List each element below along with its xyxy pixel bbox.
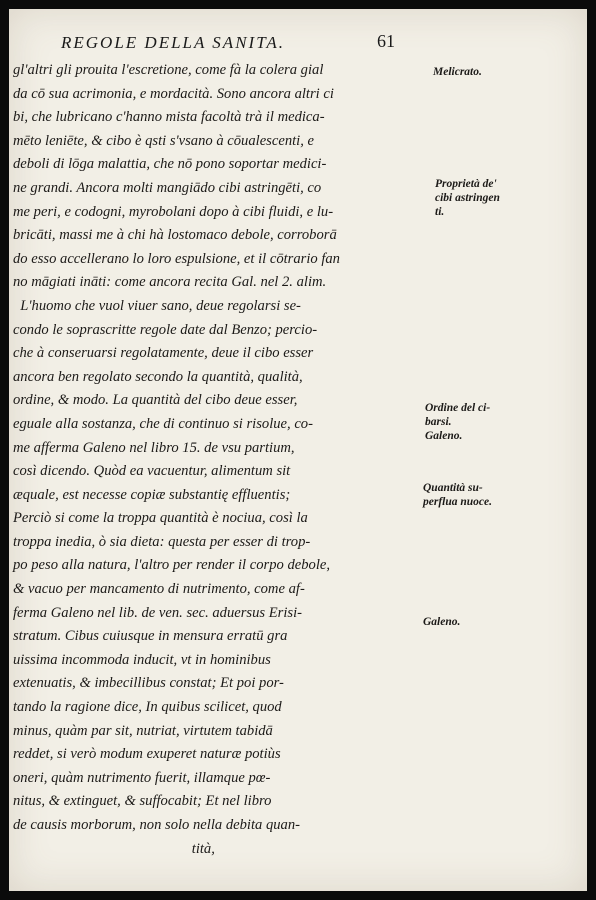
margin-note-ordine <box>425 401 575 443</box>
text-line: oneri, quàm nutrimento fuerit, illamque pœ- <box>13 769 271 786</box>
text-line: bricāti, massi me à chi hà lostomaco debole, corroborā <box>13 227 337 244</box>
margin-note-proprieta <box>435 177 585 219</box>
text-line: ancora ben regolato secondo la quantità, qualità, <box>13 368 303 385</box>
text-line: stratum. Cibus cuiusque in mensura erratū gra <box>13 628 288 645</box>
margin-note-line: Proprietà de' <box>435 178 497 190</box>
text-line: deboli di lōga malattia, che nō pono soportar medici- <box>13 156 327 173</box>
text-line: minus, quàm par sit, nutriat, virtutem tabidā <box>13 722 273 739</box>
margin-note-line: perflua nuoce. <box>423 496 492 508</box>
text-line: & vacuo per mancamento di nutrimento, come af- <box>13 581 305 598</box>
text-line: ferma Galeno nel lib. de ven. sec. aduersus Erisi- <box>13 604 302 621</box>
text-line: nitus, & extinguet, & suffocabit; Et nel libro <box>13 793 272 810</box>
margin-note-line: barsi. <box>425 416 452 428</box>
text-line: L'huomo che vuol viuer sano, deue regolarsi se- <box>13 297 301 314</box>
page-number: 61 <box>377 31 395 51</box>
text-line: gl'altri gli prouita l'escretione, come fà la colera gial <box>13 62 324 78</box>
text-line: Perciò si come la troppa quantità è nociua, così la <box>13 510 308 527</box>
text-line: ne grandi. Ancora molti mangiādo cibi astringēti, co <box>13 179 322 196</box>
text-line: così dicendo. Quòd ea vacuentur, alimentum sit <box>13 463 291 480</box>
text-line: de causis morborum, non solo nella debita quan- <box>13 817 300 833</box>
book-page <box>9 9 587 891</box>
margin-note-line: Ordine del ci- <box>425 402 491 414</box>
text-line: tità, <box>13 840 215 857</box>
margin-note-line: ti. <box>435 206 445 218</box>
text-line: uissima incommoda inducit, vt in hominibus <box>13 651 271 668</box>
text-line: po peso alla natura, l'altro per render il corpo debole, <box>13 557 330 574</box>
text-line: bi, che lubricano c'hanno mista facoltà trà il medica- <box>13 109 325 126</box>
margin-note-line: Galeno. <box>425 430 463 442</box>
margin-note-line: Galeno. <box>423 616 461 628</box>
text-line: da cō sua acrimonia, e mordacità. Sono ancora altri ci <box>13 85 334 102</box>
body-text <box>13 59 433 861</box>
text-line: extenuatis, & imbecillibus constat; Et poi por- <box>13 675 284 692</box>
margin-note-melicrato <box>433 65 583 79</box>
text-line: eguale alla sostanza, che di continuo si risolue, co- <box>13 415 313 432</box>
margin-note-line: cibi astringen <box>435 192 500 204</box>
text-line: ordine, & modo. La quantità del cibo deue esser, <box>13 392 298 409</box>
text-line: che à conseruarsi regolatamente, deue il cibo esser <box>13 345 314 362</box>
margin-note-galeno <box>423 615 573 629</box>
text-line: me peri, e codogni, myrobolani dopo à cibi fluidi, e lu- <box>13 203 334 220</box>
text-line: mēto leniēte, & cibo è qsti s'vsano à cōualescenti, e <box>13 132 314 149</box>
text-line: tando la ragione dice, In quibus scilicet, quod <box>13 699 282 716</box>
margin-note-line: Melicrato. <box>433 66 482 78</box>
text-line: me afferma Galeno nel libro 15. de vsu partium, <box>13 439 295 456</box>
margin-note-line: Quantità su- <box>423 482 483 494</box>
text-line: no māgiati ināti: come ancora recita Gal. nel 2. alim. <box>13 274 327 291</box>
text-line: troppa inedia, ò sia dieta: questa per esser di trop- <box>13 533 311 550</box>
text-line: condo le soprascritte regole date dal Benzo; percio- <box>13 321 318 338</box>
margin-note-quantita <box>423 481 573 509</box>
text-line: do esso accellerano lo loro espulsione, et il cōtrario fan <box>13 250 340 267</box>
running-title: REGOLE DELLA SANITA. <box>61 33 286 52</box>
text-line: æquale, est necesse copiæ substantię effluentis; <box>13 486 291 503</box>
text-line: reddet, si verò modum exuperet naturæ potiùs <box>13 746 281 763</box>
